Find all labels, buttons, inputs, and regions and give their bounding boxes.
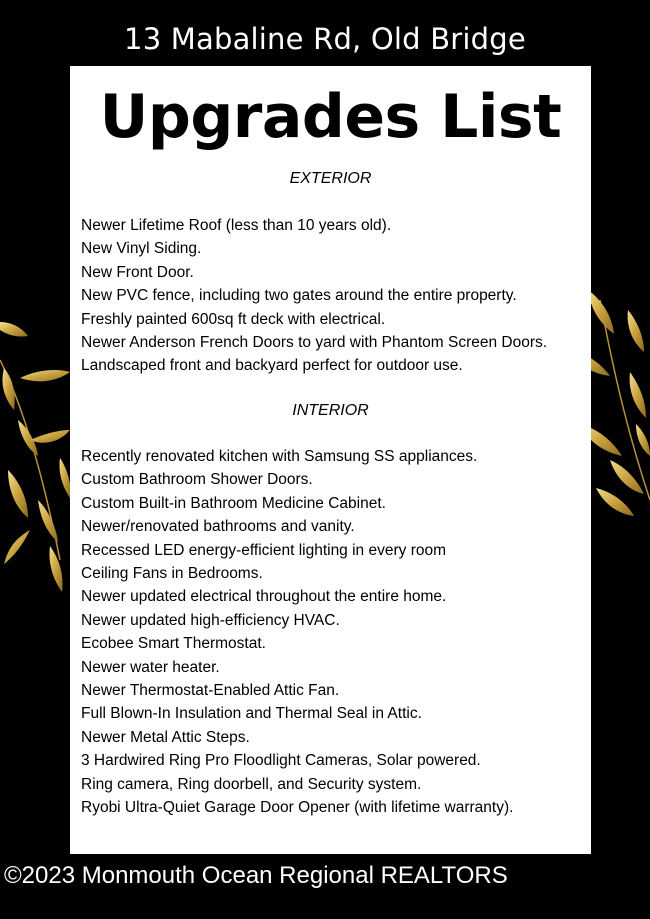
copyright-footer: ©2023 Monmouth Ocean Regional REALTORS (4, 862, 508, 889)
list-item: Newer Lifetime Roof (less than 10 years old). (81, 217, 392, 234)
property-address: 13 Mabaline Rd, Old Bridge (124, 22, 526, 56)
list-item: Custom Bathroom Shower Doors. (81, 471, 313, 489)
list-item: Newer/renovated bathrooms and vanity. (81, 518, 355, 536)
list-item: New PVC fence, including two gates around the entire property. (81, 287, 517, 305)
list-item: Custom Built-in Bathroom Medicine Cabinet. (81, 494, 386, 512)
list-item: Ring camera, Ring doorbell, and Security system. (81, 775, 422, 793)
list-item: Newer updated electrical throughout the entire home. (81, 588, 447, 606)
list-item: Newer Metal Attic Steps. (81, 728, 250, 746)
list-item: Recessed LED energy-efficient lighting in every room (81, 541, 447, 559)
list-item: Newer updated high-efficiency HVAC. (81, 611, 340, 629)
list-item: Newer water heater. (81, 658, 220, 676)
page-title: Upgrades List (99, 82, 562, 152)
list-item: New Front Door. (81, 263, 194, 281)
list-item: Recently renovated kitchen with Samsung SS appliances. (81, 448, 478, 465)
list-item: Ecobee Smart Thermostat. (81, 635, 266, 653)
upgrades-card (70, 66, 591, 854)
left-leaf-branch (0, 322, 71, 592)
list-item: Newer Thermostat-Enabled Attic Fan. (81, 682, 340, 700)
list-item: Ryobi Ultra-Quiet Garage Door Opener (with lifetime warranty). (81, 799, 514, 817)
exterior-list (81, 214, 547, 378)
list-item: Landscaped front and backyard perfect for outdoor use. (81, 357, 463, 375)
list-item: 3 Hardwired Ring Pro Floodlight Cameras, Solar powered. (81, 752, 481, 770)
list-item: Ceiling Fans in Bedrooms. (81, 565, 263, 583)
list-item: Full Blown-In Insulation and Thermal Seal in Attic. (81, 705, 422, 723)
interior-list (81, 445, 513, 820)
list-item: Freshly painted 600sq ft deck with electrical. (81, 310, 386, 328)
interior-heading: INTERIOR (292, 402, 369, 419)
exterior-heading: EXTERIOR (289, 170, 372, 187)
list-item: New Vinyl Siding. (81, 240, 202, 258)
list-item: Newer Anderson French Doors to yard with Phantom Screen Doors. (81, 334, 548, 352)
